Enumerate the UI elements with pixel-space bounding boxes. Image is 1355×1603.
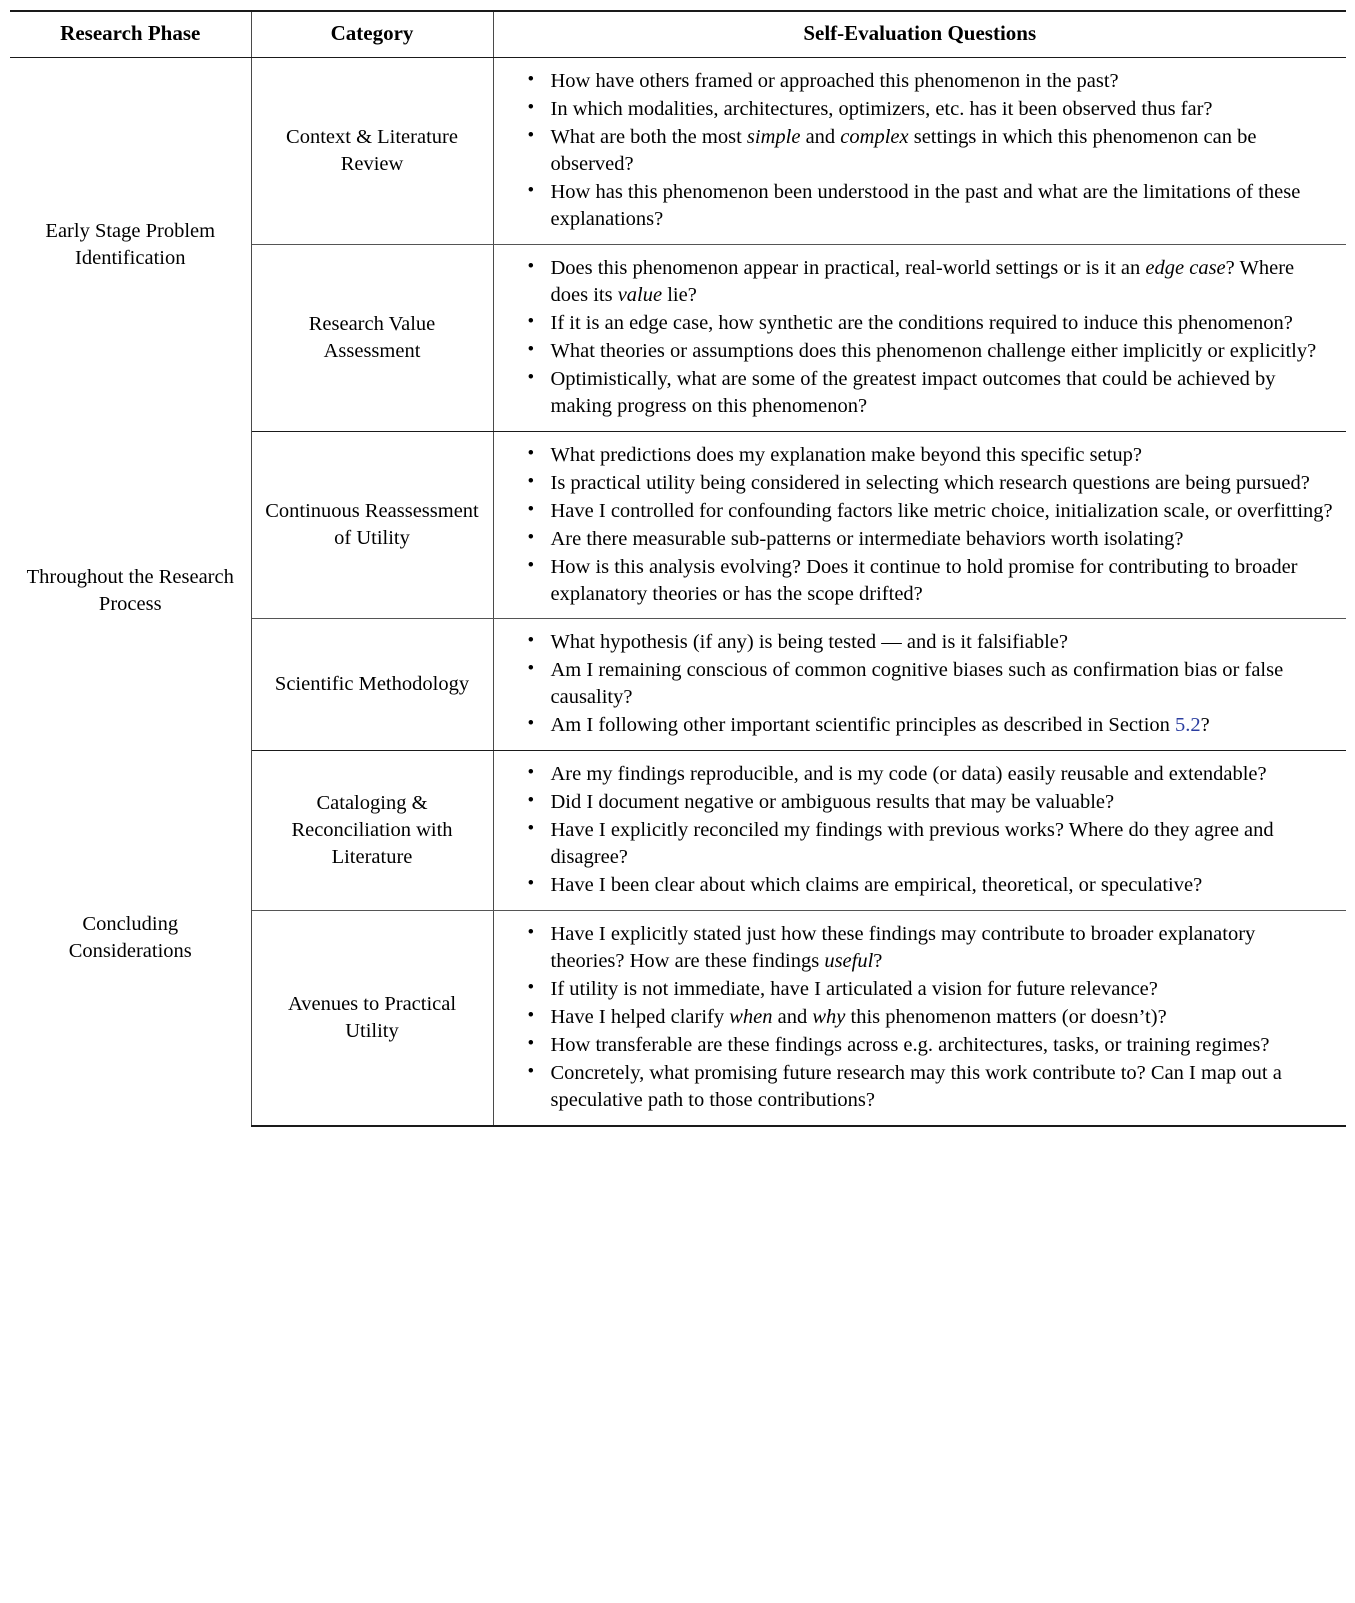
- question-item: • Is practical utility being considered in selecting which research questions are being pursued?: [528, 470, 1335, 497]
- question-item: • What theories or assumptions does this phenomenon challenge either implicitly or explicitly?: [528, 338, 1335, 365]
- question-item: • Am I following other important scientific principles as described in Section 5.2?: [528, 712, 1335, 739]
- question-item: • How is this analysis evolving? Does it continue to hold promise for contributing to broader explanatory theories or has the scope drifted?: [528, 554, 1335, 608]
- category-cell: Cataloging & Reconciliation with Literature: [251, 751, 493, 911]
- question-item: • Have I been clear about which claims are empirical, theoretical, or speculative?: [528, 872, 1335, 899]
- column-header-self-evaluation-questions: Self-Evaluation Questions: [493, 11, 1346, 58]
- section-5-2-link[interactable]: 5.2: [1175, 714, 1201, 737]
- question-item: • Concretely, what promising future research may this work contribute to? Can I map out a speculative path to those contributions?: [528, 1060, 1335, 1114]
- question-item: • Am I remaining conscious of common cognitive biases such as confirmation bias or false causality?: [528, 657, 1335, 711]
- question-list: [502, 442, 1335, 608]
- research-phase-cell: Concluding Considerations: [10, 751, 251, 1126]
- questions-cell: [493, 245, 1346, 432]
- column-header-research-phase: Research Phase: [10, 11, 251, 58]
- question-item: • What are both the most simple and complex settings in which this phenomenon can be observed?: [528, 124, 1335, 178]
- question-item: • Does this phenomenon appear in practical, real-world settings or is it an edge case? Where does its value lie?: [528, 255, 1335, 309]
- research-phase-cell: Early Stage Problem Identification: [10, 58, 251, 431]
- category-cell: Continuous Reassessment of Utility: [251, 431, 493, 619]
- category-cell: Research Value Assessment: [251, 245, 493, 432]
- question-list: [502, 761, 1335, 899]
- question-item: • Did I document negative or ambiguous results that may be valuable?: [528, 789, 1335, 816]
- question-item: • How have others framed or approached this phenomenon in the past?: [528, 68, 1335, 95]
- questions-cell: [493, 751, 1346, 911]
- question-item: • Have I explicitly reconciled my findings with previous works? Where do they agree and disagree?: [528, 817, 1335, 871]
- header-row: [10, 11, 1346, 58]
- questions-cell: [493, 431, 1346, 619]
- question-item: • How transferable are these findings across e.g. architectures, tasks, or training regimes?: [528, 1032, 1335, 1059]
- question-list: [502, 921, 1335, 1114]
- category-cell: Scientific Methodology: [251, 619, 493, 751]
- self-evaluation-questions-table: [10, 10, 1346, 1127]
- question-item: • In which modalities, architectures, optimizers, etc. has it been observed thus far?: [528, 96, 1335, 123]
- question-list: [502, 68, 1335, 233]
- question-item: • Have I controlled for confounding factors like metric choice, initialization scale, or overfitting?: [528, 498, 1335, 525]
- table-row: [10, 58, 1346, 245]
- questions-cell: [493, 619, 1346, 751]
- table-row: [10, 751, 1346, 911]
- question-list: [502, 629, 1335, 739]
- question-item: • If it is an edge case, how synthetic are the conditions required to induce this phenomenon?: [528, 310, 1335, 337]
- table-body: [10, 58, 1346, 1126]
- category-cell: Avenues to Practical Utility: [251, 911, 493, 1126]
- category-cell: Context & Literature Review: [251, 58, 493, 245]
- table-header: [10, 11, 1346, 58]
- question-item: • If utility is not immediate, have I articulated a vision for future relevance?: [528, 976, 1335, 1003]
- question-item: • Are there measurable sub-patterns or intermediate behaviors worth isolating?: [528, 526, 1335, 553]
- questions-cell: [493, 911, 1346, 1126]
- question-item: • What hypothesis (if any) is being tested — and is it falsifiable?: [528, 629, 1335, 656]
- research-phase-cell: Throughout the Research Process: [10, 431, 251, 751]
- question-list: [502, 255, 1335, 420]
- questions-cell: [493, 58, 1346, 245]
- question-item: • Optimistically, what are some of the greatest impact outcomes that could be achieved by making progress on this phenomenon?: [528, 366, 1335, 420]
- table-row: [10, 431, 1346, 619]
- question-item: • How has this phenomenon been understood in the past and what are the limitations of these explanations?: [528, 179, 1335, 233]
- column-header-category: Category: [251, 11, 493, 58]
- question-item: • What predictions does my explanation make beyond this specific setup?: [528, 442, 1335, 469]
- question-item: • Have I explicitly stated just how these findings may contribute to broader explanatory theories? How are these findings useful?: [528, 921, 1335, 975]
- question-item: • Have I helped clarify when and why this phenomenon matters (or doesn’t)?: [528, 1004, 1335, 1031]
- question-item: • Are my findings reproducible, and is my code (or data) easily reusable and extendable?: [528, 761, 1335, 788]
